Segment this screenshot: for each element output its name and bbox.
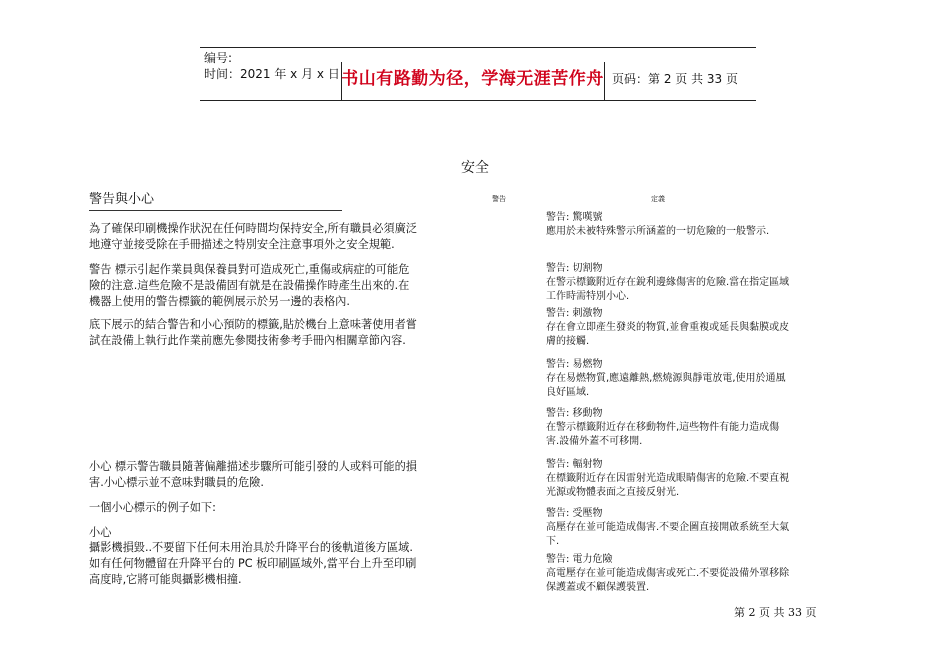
header-page-label: 页码：第 2 页 共 33 页 <box>612 72 738 86</box>
warning-text: 存在易燃物質,應遠離熱,燃燒源與靜電放電,使用於通風良好區域. <box>546 373 786 398</box>
warning-text: 存在會立即產生發炎的物質,並會重複或延長與黏膜或皮膚的接觸. <box>546 322 790 347</box>
paragraph-caution-def: 小心 標示警告職員隨著偏離描述步驟所可能引發的人或料可能的損害.小心標示並不意味對職員的危險. <box>89 460 417 489</box>
caution-label: 小心 <box>89 526 112 539</box>
warning-label: 警告: 輻射物 <box>546 459 603 470</box>
column-header-warning: 警告 <box>492 195 506 203</box>
warning-item <box>546 507 791 549</box>
warning-item <box>546 262 791 304</box>
warning-label: 警告: 電力危險 <box>546 554 613 565</box>
warning-label: 警告: 易燃物 <box>546 359 603 370</box>
page-title: 安全 <box>461 160 489 176</box>
warning-label: 警告: 驚嘆號 <box>546 212 603 223</box>
warning-text: 高電壓存在並可能造成傷害或死亡.不要從設備外罩移除保護蓋或不顧保護裝置. <box>546 568 790 593</box>
warning-item <box>546 407 791 449</box>
warning-label: 警告: 受壓物 <box>546 508 603 519</box>
warning-label: 警告: 刺激物 <box>546 308 603 319</box>
warning-item <box>546 307 791 349</box>
header-meta <box>204 50 341 82</box>
header-motto: 书山有路勤为径，学海无涯苦作舟 <box>341 69 604 89</box>
date-label: 时间：2021 年 x 月 x 日 <box>204 67 340 81</box>
header-divider <box>604 62 605 100</box>
number-label: 编号: <box>204 51 233 65</box>
warning-text: 在警示標籤附近存在銳利邊緣傷害的危險.當在指定區域工作時需特別小心. <box>546 277 790 302</box>
paragraph-intro: 為了確保印刷機操作狀況在任何時間均保持安全,所有職員必須廣泛地遵守並接受除在手冊描述之特別安全注意事項外之安全規範. <box>89 222 417 251</box>
warning-item <box>546 458 791 500</box>
paragraph-caution-example: 一個小心標示的例子如下: <box>89 501 216 514</box>
paragraph-label-note: 底下展示的結合警告和小心預防的標籤,貼於機台上意味著使用者嘗試在設備上執行此作業前應先參閱技術參考手冊內相關章節內容. <box>89 318 417 347</box>
column-header-definition: 定義 <box>651 195 665 203</box>
warning-text: 在警示標籤附近存在移動物件,這些物件有能力造成傷害.設備外蓋不可移開. <box>546 422 780 447</box>
warning-item <box>546 358 791 400</box>
warning-text: 在標籤附近存在因雷射光造成眼睛傷害的危險.不要直視光源或物體表面之直接反射光. <box>546 473 790 498</box>
warning-label: 警告: 切割物 <box>546 263 603 274</box>
paragraph-caution-text: 攝影機損毀..不要留下任何未用治具於升降平台的後軌道後方區域.如有任何物體留在升降平台的 PC 板印刷區域外,當平台上升至印刷高度時,它將可能與攝影機相撞. <box>89 541 417 586</box>
warning-text: 高壓存在並可能造成傷害.不要企圖直接開啟系統至大氣下. <box>546 522 790 547</box>
page-footer: 第 2 页 共 33 页 <box>734 606 817 619</box>
warning-label: 警告: 移動物 <box>546 408 603 419</box>
page-header <box>200 47 756 101</box>
warning-item <box>546 211 791 239</box>
section-heading: 警告與小心 <box>89 192 342 211</box>
warning-text: 應用於未被特殊警示所涵蓋的一切危險的一般警示. <box>546 226 770 237</box>
warning-item <box>546 553 791 595</box>
paragraph-warning-def: 警告 標示引起作業員與保養員對可造成死亡,重傷或病症的可能危險的注意.這些危險不是設備固有就是在設備操作時產生出來的.在機器上使用的警告標籤的範例展示於另一邊的表格內. <box>89 263 410 308</box>
